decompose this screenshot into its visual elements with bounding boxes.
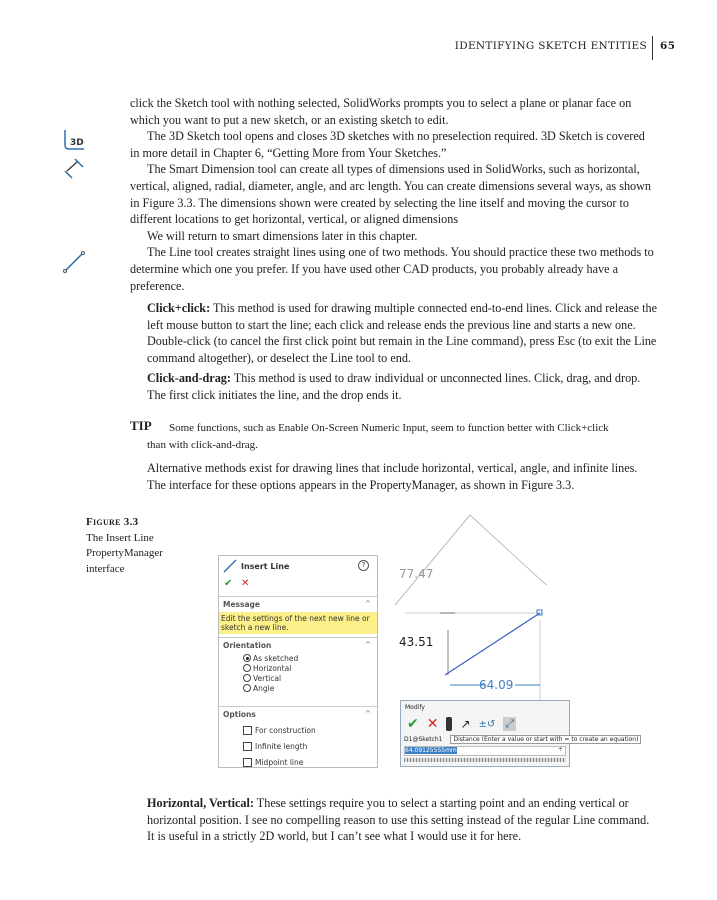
running-title: IDENTIFYING SKETCH ENTITIES bbox=[454, 40, 647, 52]
reset-spin-increment-icon[interactable]: ±↺ bbox=[478, 718, 496, 730]
message-section bbox=[219, 596, 377, 637]
sketch-line bbox=[445, 613, 540, 675]
alt-paragraph: Alternative methods exist for drawing lines that include horizontal, vertical, angle, and infinite lines. The interface for these options appears in the PropertyManager, as shown in Figure 3.3. bbox=[147, 461, 638, 492]
dim-vertical: 43.51 bbox=[399, 635, 434, 649]
checkbox-infinite-length[interactable]: Infinite length bbox=[243, 738, 373, 754]
thumbwheel[interactable] bbox=[404, 758, 566, 762]
paragraph: click the Sketch tool with nothing selected, SolidWorks prompts you to select a plane or planar face on which you want to put a new sketch, or an existing sketch to edit. bbox=[130, 96, 632, 127]
tip-text: Some functions, such as Enable On-Screen Numeric Input, seem to function better with Click+click than with click-and-drag. bbox=[147, 422, 609, 451]
options-section bbox=[219, 706, 377, 773]
line-tool-icon bbox=[62, 250, 86, 274]
ok-icon[interactable]: ✔ bbox=[407, 716, 419, 732]
cancel-button[interactable]: ✕ bbox=[241, 578, 250, 589]
closing-paragraph: Horizontal, Vertical: These settings require you to select a starting point and an ending vertical or horizontal position. I see no compelling reason to use this setting instead of the regular Line command. It is useful in a strictly 2D world, but I can’t see what I would use it for here. bbox=[147, 796, 650, 844]
spin-button[interactable]: ÷ bbox=[557, 746, 563, 753]
paragraph: The Smart Dimension tool can create all types of dimensions used in SolidWorks, such as horizontal, vertical, aligned, radial, diameter, angle, and arc length. You can create dimensions several ways, as shown in Figure 3.3. The dimensions shown were created by selecting the line itself and moving the cursor to different locations to get horizontal, vertical, or aligned dimensions bbox=[130, 162, 652, 227]
paragraph: The Line tool creates straight lines using one of two methods. You should practice these two methods to determine which one you prefer. If you have used other CAD products, you probably already have a preference. bbox=[130, 245, 654, 293]
message-header[interactable]: Message bbox=[223, 600, 260, 609]
paragraph: We will return to smart dimensions later in this chapter. bbox=[147, 228, 418, 243]
cancel-icon[interactable]: ✕ bbox=[426, 716, 439, 732]
3d-sketch-icon bbox=[62, 128, 86, 152]
panel-title: Insert Line bbox=[241, 562, 290, 571]
modify-title: Modify bbox=[405, 704, 425, 711]
mark-dimension-icon[interactable]: ⤢ bbox=[505, 717, 515, 730]
figure-caption bbox=[86, 515, 196, 577]
svg-text:3D: 3D bbox=[70, 138, 84, 148]
header-divider bbox=[652, 36, 653, 60]
value-input[interactable]: 64.09125555mm ÷ bbox=[404, 746, 566, 756]
collapse-icon[interactable]: ^ bbox=[364, 640, 371, 649]
radio-vertical[interactable]: Vertical bbox=[243, 673, 373, 683]
figure-label: Figure 3.3 bbox=[86, 516, 139, 528]
reverse-dimension-icon[interactable]: ↗ bbox=[460, 717, 471, 731]
ok-button[interactable]: ✔ bbox=[224, 578, 233, 589]
line-icon bbox=[223, 559, 237, 573]
sketch-drawing bbox=[385, 510, 565, 700]
smart-dimension-icon bbox=[62, 158, 86, 182]
rebuild-icon[interactable] bbox=[446, 717, 452, 731]
method-click-click: Click+click: This method is used for drawing multiple connected end-to-end lines. Click and release the left mouse button to start the line; each click and release ends the previous line and starts a new one. Double-click (to cancel the first click point but remain in the Line command), press Esc (to exit the Line command altogether), or deselect the Line tool to end. bbox=[147, 301, 658, 365]
method-click-drag: Click-and-drag: This method is used to draw individual or unconnected lines. Click, drag, and drop. The first click initiates the line, and the drop ends it. bbox=[147, 371, 641, 402]
paragraph: The 3D Sketch tool opens and closes 3D sketches with no preselection required. 3D Sketch is covered in more detail in Chapter 6, “Getting More from Your Sketches.” bbox=[130, 129, 645, 160]
options-header[interactable]: Options bbox=[223, 710, 256, 719]
modify-dialog bbox=[400, 700, 639, 767]
body-text bbox=[130, 95, 657, 294]
orientation-section bbox=[219, 637, 377, 706]
figure-caption-text: The Insert Line PropertyManager interface bbox=[86, 531, 163, 575]
dim-aligned: 77.47 bbox=[399, 567, 434, 581]
radio-horizontal[interactable]: Horizontal bbox=[243, 663, 373, 673]
tooltip: Distance (Enter a value or start with = to create an equation) bbox=[450, 735, 641, 744]
orientation-header[interactable]: Orientation bbox=[223, 641, 272, 650]
insert-line-propertymanager bbox=[218, 555, 378, 768]
message-text: Edit the settings of the next new line or sketch a new line. bbox=[219, 612, 377, 634]
dimension-name: D1@Sketch1 bbox=[404, 735, 443, 743]
dim-horizontal: 64.09 bbox=[479, 678, 514, 692]
radio-angle[interactable]: Angle bbox=[243, 683, 373, 693]
checkbox-for-construction[interactable]: For construction bbox=[243, 722, 373, 738]
help-button[interactable]: ? bbox=[358, 560, 369, 571]
checkbox-midpoint-line[interactable]: Midpoint line bbox=[243, 754, 373, 770]
collapse-icon[interactable]: ^ bbox=[364, 599, 371, 608]
page-number: 65 bbox=[660, 40, 676, 52]
radio-as-sketched[interactable]: As sketched bbox=[243, 653, 373, 663]
tip-label: TIP bbox=[130, 418, 152, 433]
collapse-icon[interactable]: ^ bbox=[364, 709, 371, 718]
